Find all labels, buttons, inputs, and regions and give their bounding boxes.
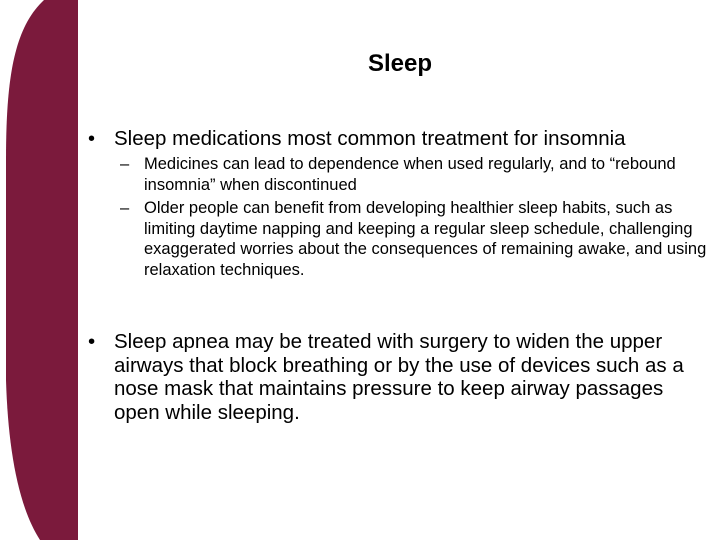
sub-bullet-marker: – [120, 155, 130, 173]
bullet-item [88, 330, 714, 424]
bullet-item [88, 126, 718, 152]
bullet-text: Sleep apnea may be treated with surgery to widen the upper airways that block breathing or by the use of devices such as a nose mask that maintains pressure to keep airway passages open while sleeping. [114, 330, 684, 424]
sub-bullet-text: Medicines can lead to dependence when used regularly, and to “rebound insomnia” when discontinued [144, 155, 676, 194]
slide-title: Sleep [367, 50, 433, 77]
sub-bullet-item [120, 198, 716, 280]
sub-bullet-text: Older people can benefit from developing healthier sleep habits, such as limiting daytime napping and keeping a regular sleep schedule, challenging exaggerated worries about the consequences of remaining awake, and using relaxation techniques. [144, 199, 707, 279]
side-band-shape [6, 0, 78, 540]
bullet-marker: • [88, 128, 96, 150]
bullet-text: Sleep medications most common treatment for insomnia [114, 127, 626, 150]
sub-bullet-marker: – [120, 199, 130, 217]
bullet-marker: • [88, 330, 96, 353]
sub-bullet-item [120, 154, 716, 195]
